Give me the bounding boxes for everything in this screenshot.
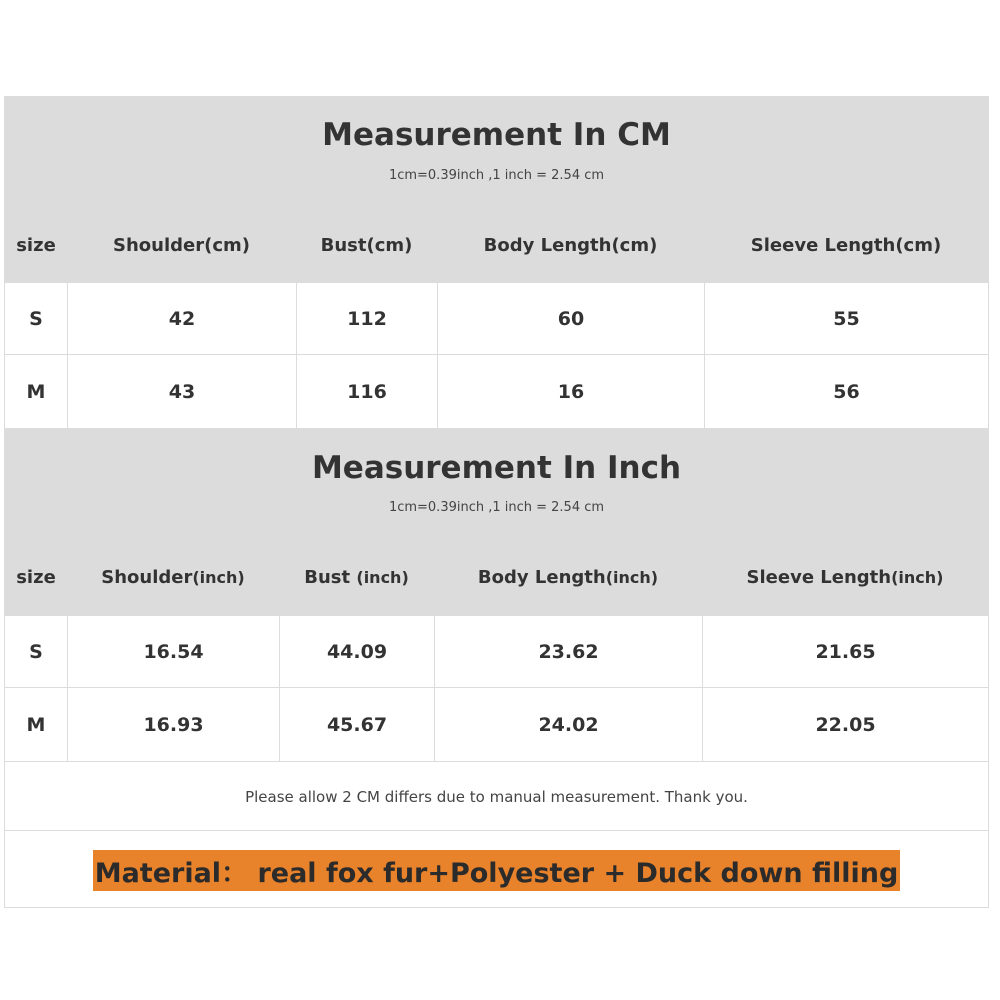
table-cell: 24.02 — [434, 688, 702, 762]
column-header-sleeve-length: Sleeve Length (inch) — [746, 566, 944, 588]
table-cell: M — [26, 381, 46, 403]
table-cell: M — [26, 714, 46, 736]
column-header-body-length: Body Length(cm) — [483, 234, 658, 256]
table-cell: 56 — [704, 355, 988, 429]
unit-label: (inch) — [356, 567, 409, 587]
cm-title: Measurement In CM — [322, 117, 671, 153]
table-cell: 43 — [67, 355, 296, 429]
table-cell: 55 — [704, 283, 988, 355]
table-cell: 112 — [296, 283, 437, 355]
table-cell: 21.65 — [702, 616, 988, 688]
inch-title: Measurement In Inch — [311, 450, 682, 486]
material-row — [5, 830, 988, 909]
table-cell: 16.93 — [67, 688, 279, 762]
table-cell: S — [29, 641, 43, 663]
table-row — [5, 615, 988, 688]
table-cell: 45.67 — [279, 688, 434, 762]
unit-label: (inch) — [192, 567, 245, 587]
unit-label: (inch) — [891, 567, 944, 587]
table-row — [5, 687, 988, 762]
table-cell: 60 — [437, 283, 704, 355]
column-header-size: size — [16, 566, 56, 588]
table-cell: 22.05 — [702, 688, 988, 762]
column-header-shoulder: Shoulder (inch) — [101, 566, 245, 588]
column-header-sleeve-length: Sleeve Length(cm) — [750, 234, 942, 256]
table-row — [5, 354, 988, 429]
table-cell: 23.62 — [434, 616, 702, 688]
table-cell: 116 — [296, 355, 437, 429]
inch-subtitle: 1cm=0.39inch ,1 inch = 2.54 cm — [388, 500, 605, 515]
table-row — [5, 282, 988, 355]
table-cell: 44.09 — [279, 616, 434, 688]
measurement-note — [5, 761, 988, 831]
table-cell: 16 — [437, 355, 704, 429]
column-header-body-length: Body Length (inch) — [477, 566, 659, 588]
table-cell: 42 — [67, 283, 296, 355]
inch-header-row — [5, 547, 988, 607]
unit-label: (inch) — [605, 567, 659, 587]
table-cell: 16.54 — [67, 616, 279, 688]
cm-subtitle: 1cm=0.39inch ,1 inch = 2.54 cm — [388, 168, 605, 183]
column-header-shoulder: Shoulder(cm) — [113, 234, 250, 256]
material-label: Material： real fox fur+Polyester + Duck down filling — [93, 850, 901, 891]
table-cell: S — [29, 308, 43, 330]
cm-header-row — [5, 215, 988, 275]
column-header-bust: Bust (inch) — [304, 566, 409, 588]
column-header-bust: Bust(cm) — [320, 234, 413, 256]
column-header-size: size — [16, 234, 56, 256]
size-chart — [4, 96, 989, 908]
note-text: Please allow 2 CM differs due to manual measurement. Thank you. — [245, 787, 748, 806]
